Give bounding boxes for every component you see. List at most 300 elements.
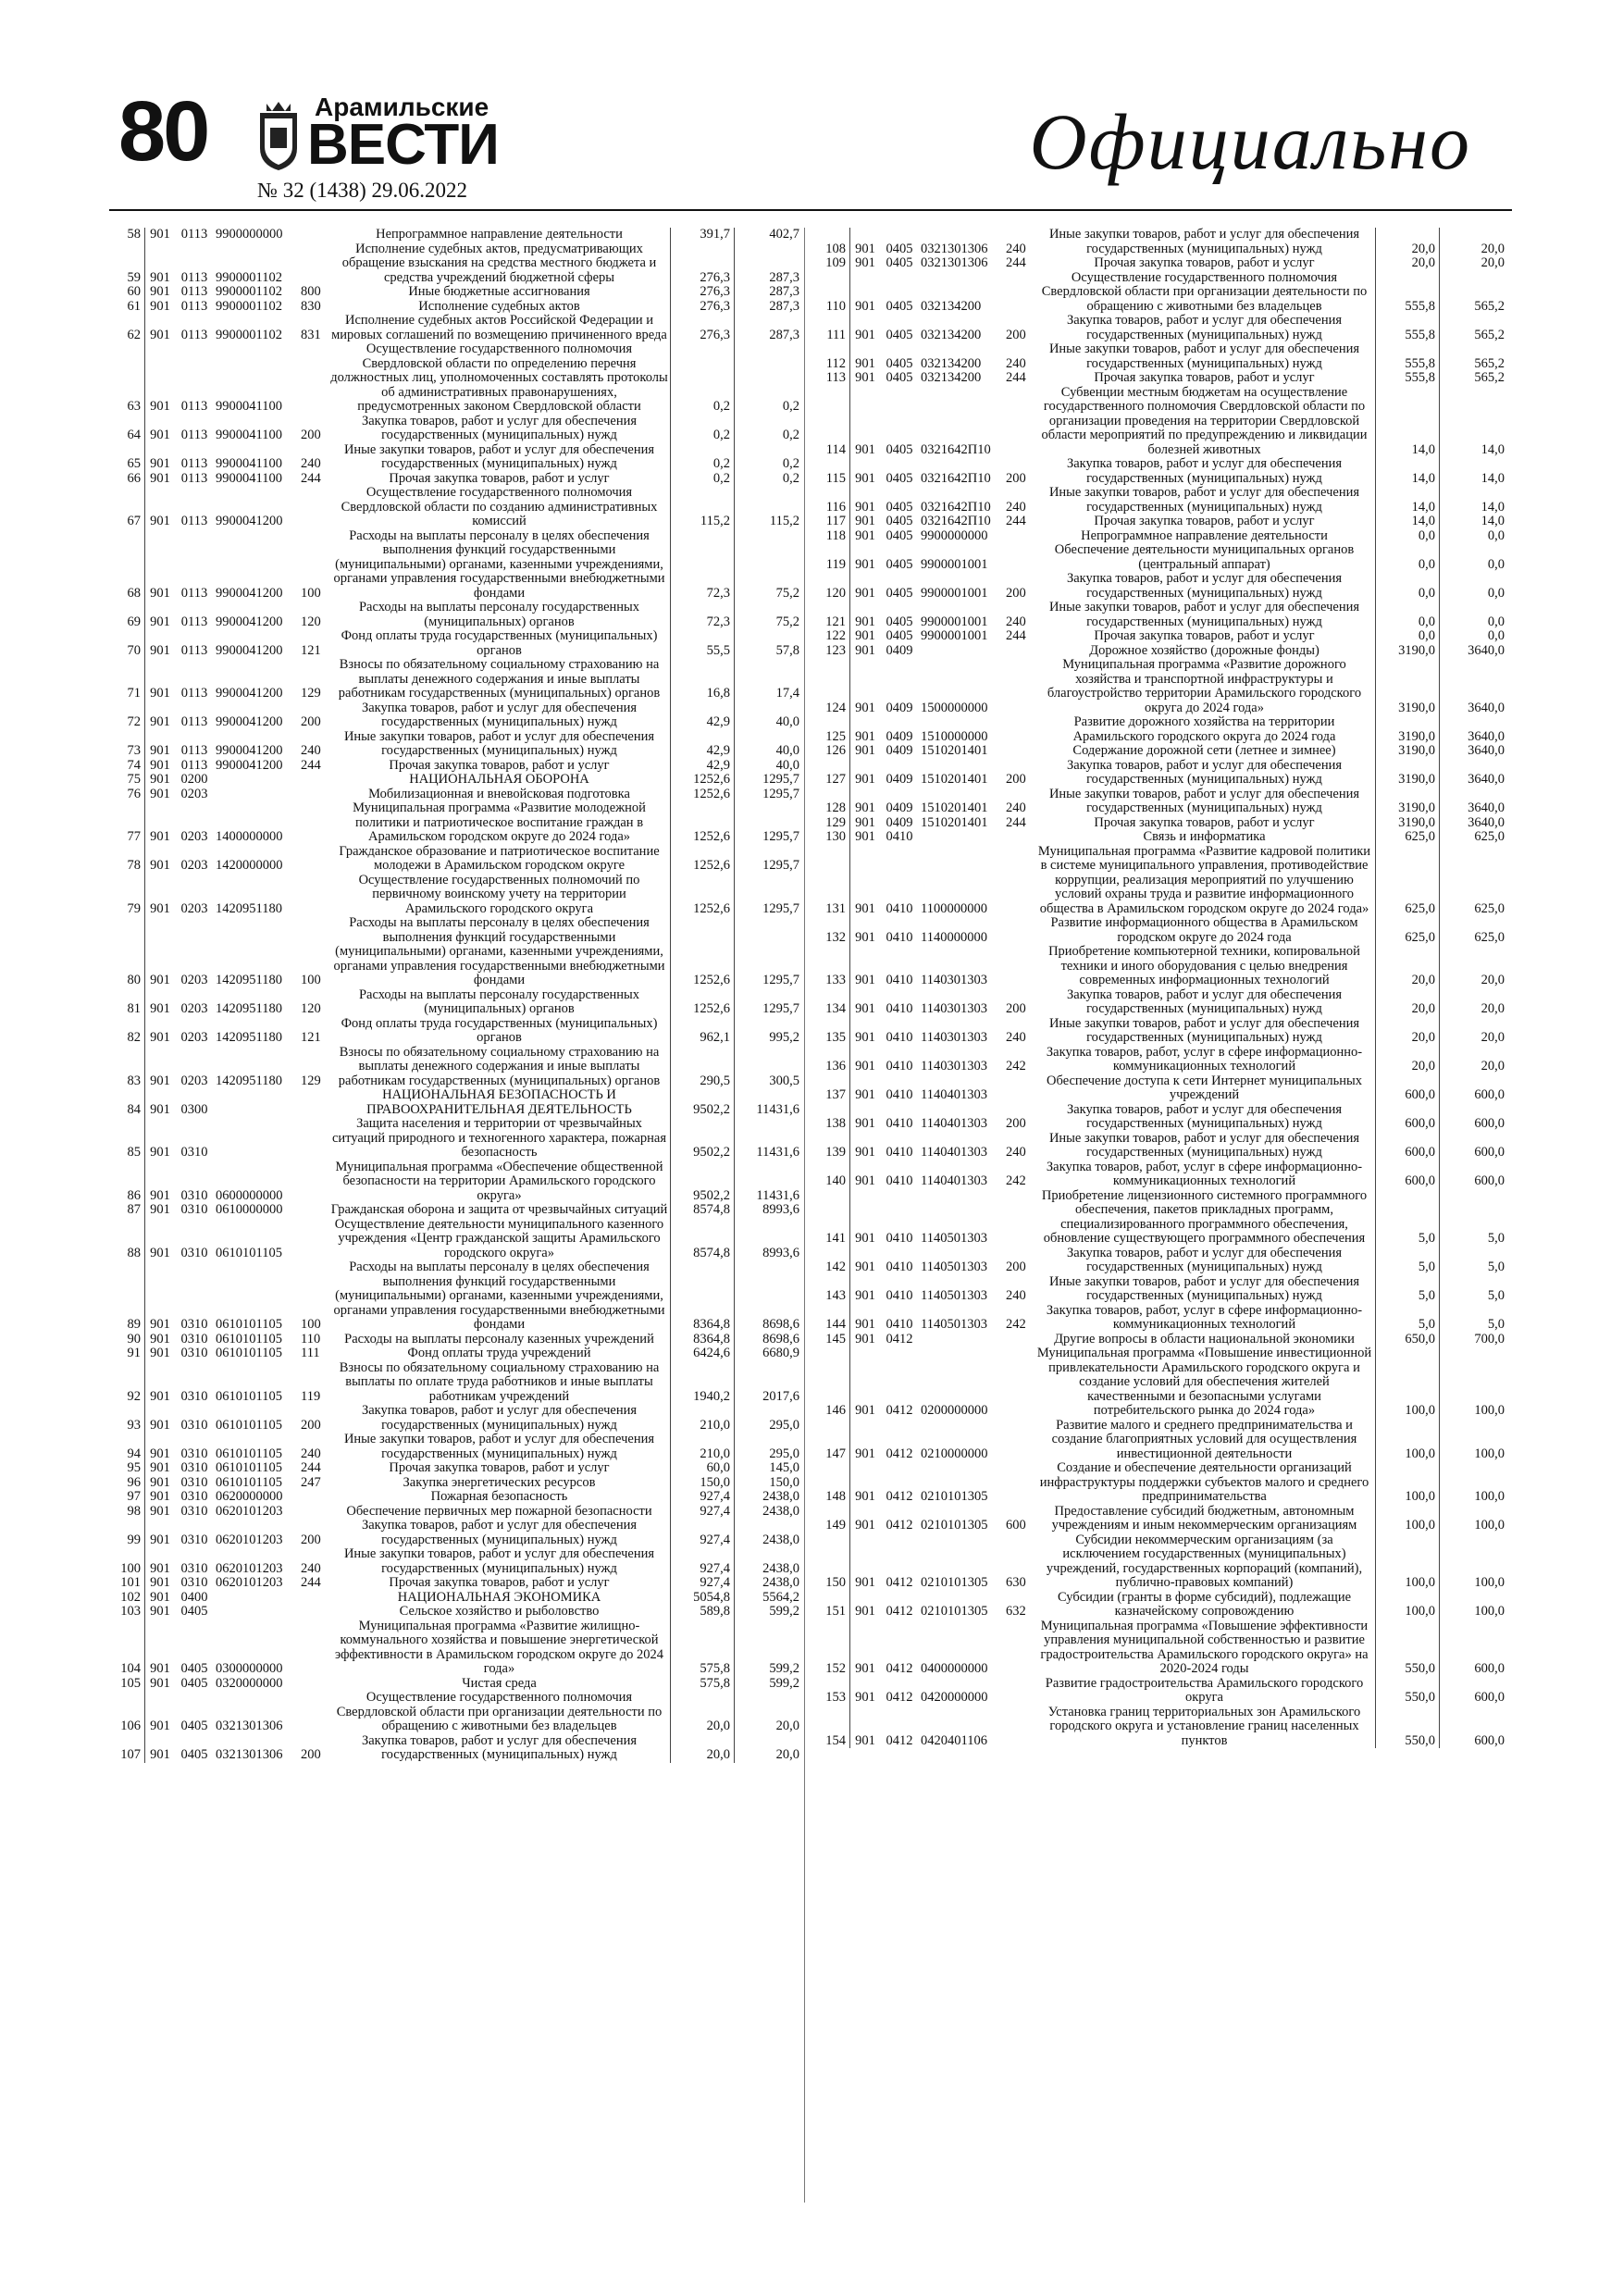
value-2024: 5,0 — [1440, 1189, 1509, 1247]
value-2024: 3640,0 — [1440, 788, 1509, 816]
item-name: Осуществление государственных полномочий по первичному воинскому учету на территории Арамильского городского округа — [358, 872, 640, 916]
value-2024: 3640,0 — [1440, 744, 1509, 759]
value-2024: 2438,0 — [735, 1576, 804, 1591]
value-2024: 3640,0 — [1440, 759, 1509, 788]
row-number: 146 — [820, 1347, 850, 1419]
target-article-code: 9900041200 — [216, 714, 283, 729]
grbs-code: 901 — [150, 428, 170, 442]
expense-type-code: 600 — [1006, 1518, 1026, 1533]
logo-title: ВЕСТИ — [307, 113, 499, 177]
value-2024: 0,0 — [1440, 543, 1509, 572]
grbs-code: 901 — [150, 900, 170, 916]
target-article-code: 1140301303 — [921, 1001, 987, 1016]
grbs-code: 901 — [150, 858, 170, 873]
table-row — [115, 242, 803, 286]
expense-type-code: 200 — [301, 714, 321, 729]
value-2023: 1252,6 — [671, 773, 735, 788]
target-article-code: 0620101203 — [216, 1560, 283, 1576]
value-2024: 14,0 — [1440, 515, 1509, 529]
item-name: Непрограммное направление деятельности — [376, 227, 623, 242]
section-code: 0405 — [886, 628, 913, 643]
table-row — [820, 1591, 1508, 1620]
value-2024: 0,2 — [735, 415, 804, 443]
item-name: Иные закупки товаров, работ и услуг для обеспечения государственных (муниципальных) нужд — [1048, 341, 1360, 371]
item-name: Расходы на выплаты персоналу в целях обеспечения выполнения функций государственными (муниципальными) органами, казенными учреждениями, органами управления государственными внебюджетными фондами — [333, 1260, 665, 1332]
table-row — [820, 543, 1508, 572]
item-name: Развитие дорожного хозяйства на территории Арамильского городского округа до 2024 года — [1072, 714, 1336, 744]
grbs-code: 901 — [150, 1589, 170, 1605]
target-article-code: 1140501303 — [921, 1260, 987, 1274]
value-2023: 20,0 — [1376, 945, 1440, 988]
target-article-code: 1140401303 — [921, 1173, 987, 1188]
value-2023: 276,3 — [671, 300, 735, 315]
target-article-code: 1420000000 — [216, 858, 283, 873]
value-2024: 0,2 — [735, 443, 804, 472]
grbs-code: 901 — [150, 1001, 170, 1016]
target-article-code — [919, 830, 1004, 845]
item-name: Взносы по обязательному социальному страхованию на выплаты денежного содержания и иные выплаты работникам государственных (муниципальных) органов — [338, 1044, 661, 1088]
section-code: 0203 — [180, 900, 208, 916]
value-2024: 0,0 — [1440, 629, 1509, 644]
expense-type-code — [1004, 1620, 1034, 1677]
value-2023: 927,4 — [671, 1505, 735, 1520]
row-number: 125 — [820, 715, 850, 744]
grbs-code: 901 — [855, 1661, 875, 1676]
row-number: 153 — [820, 1677, 850, 1706]
row-number: 113 — [820, 371, 850, 386]
table-row — [820, 1333, 1508, 1347]
section-code: 0200 — [180, 772, 208, 787]
item-name: Субвенции местным бюджетам на осуществление государственного полномочия Свердловской области по организации проведения на территории Свердловской области мероприятий по предупреждению и ликвидации болезней животных — [1041, 384, 1368, 457]
value-2023: 625,0 — [1376, 830, 1440, 845]
item-name: Иные закупки товаров, работ и услуг для обеспечения государственных (муниципальных) нужд — [343, 728, 655, 758]
row-number: 128 — [820, 788, 850, 816]
item-name: Иные закупки товаров, работ и услуг для обеспечения государственных (муниципальных) нужд — [1048, 1015, 1360, 1045]
item-name: Развитие градостроительства Арамильского городского округа — [1045, 1675, 1364, 1705]
table-row — [115, 1117, 803, 1160]
table-row — [820, 715, 1508, 744]
item-name: Закупка товаров, работ и услуг для обеспечения государственных (муниципальных) нужд — [1066, 757, 1343, 787]
item-name: Муниципальная программа «Развитие молодежной политики и патриотическое воспитание граждан в Арамильском городском округе до 2024 года» — [353, 800, 646, 844]
expense-type-code — [1004, 386, 1034, 458]
budget-table-left — [115, 228, 803, 1763]
expense-type-code — [299, 1218, 328, 1261]
value-2024: 0,0 — [1440, 529, 1509, 544]
section-code: 0113 — [180, 456, 208, 471]
row-number: 63 — [115, 342, 145, 415]
grbs-code: 901 — [855, 298, 875, 314]
value-2024: 100,0 — [1440, 1533, 1509, 1591]
target-article-code: 0610101105 — [216, 1317, 282, 1332]
header-rule — [109, 209, 1512, 211]
value-2024: 295,0 — [735, 1404, 804, 1433]
row-number: 150 — [820, 1533, 850, 1591]
expense-type-code — [299, 773, 328, 788]
row-number: 100 — [115, 1547, 145, 1576]
grbs-code: 901 — [855, 1001, 875, 1016]
table-row — [820, 486, 1508, 515]
row-number: 93 — [115, 1404, 145, 1433]
target-article-code: 9900000000 — [216, 227, 283, 242]
value-2024: 300,5 — [735, 1046, 804, 1089]
expense-type-code: 242 — [1006, 1059, 1026, 1074]
row-number: 103 — [115, 1605, 145, 1620]
target-article-code: 9900001102 — [216, 284, 282, 299]
grbs-code: 901 — [855, 441, 875, 457]
value-2024: 100,0 — [1440, 1505, 1509, 1533]
grbs-code: 901 — [150, 298, 170, 314]
item-name: Закупка товаров, работ и услуг для обеспечения государственных (муниципальных) нужд — [361, 413, 638, 442]
item-name: Закупка товаров, работ и услуг для обеспечения государственных (муниципальных) нужд — [361, 700, 638, 729]
item-name: Защита населения и территории от чрезвычайных ситуаций природного и техногенного характера, пожарная безопасность — [331, 1116, 667, 1160]
section-code: 0310 — [180, 1503, 208, 1519]
grbs-code: 901 — [855, 728, 875, 744]
target-article-code: 1510201401 — [921, 743, 988, 758]
grbs-code: 901 — [150, 772, 170, 787]
value-2024: 1295,7 — [735, 788, 804, 802]
table-row — [820, 1132, 1508, 1160]
section-code: 0405 — [886, 514, 913, 528]
grbs-code: 901 — [150, 284, 170, 299]
value-2024: 1295,7 — [735, 773, 804, 788]
row-number: 141 — [820, 1189, 850, 1247]
value-2024: 1295,7 — [735, 874, 804, 917]
value-2023: 276,3 — [671, 314, 735, 342]
target-article-code: 9900041200 — [216, 686, 283, 701]
grbs-code: 901 — [150, 1202, 170, 1217]
target-article-code: 1500000000 — [921, 700, 988, 715]
value-2024: 20,0 — [735, 1734, 804, 1763]
page-number: 80 — [118, 84, 208, 179]
value-2023: 3190,0 — [1376, 759, 1440, 788]
target-article-code: 0610000000 — [216, 1202, 283, 1217]
table-row — [820, 1706, 1508, 1749]
table-row — [820, 1189, 1508, 1247]
target-article-code: 0321642П10 — [921, 499, 991, 515]
grbs-code: 901 — [855, 929, 875, 945]
grbs-code: 901 — [855, 900, 875, 916]
row-number: 73 — [115, 730, 145, 759]
value-2023: 60,0 — [671, 1461, 735, 1476]
item-name: Предоставление субсидий бюджетным, автономным учреждениям и иным некоммерческим организациям — [1051, 1503, 1357, 1533]
section-code: 0203 — [180, 858, 208, 873]
grbs-code: 901 — [150, 1030, 170, 1045]
grbs-code: 901 — [855, 1604, 875, 1619]
grbs-code: 901 — [855, 1690, 875, 1705]
expense-type-code: 244 — [1006, 255, 1026, 270]
section-code: 0113 — [180, 399, 208, 414]
item-name: Иные закупки товаров, работ и услуг для обеспечения государственных (муниципальных) нужд — [1048, 600, 1360, 629]
table-row — [115, 1519, 803, 1547]
target-article-code: 0600000000 — [216, 1187, 283, 1203]
item-name: Приобретение компьютерной техники, копировальной техники и иного оборудования с целью внедрения современных информационных технологий — [1048, 944, 1360, 987]
section-code: 0203 — [180, 973, 208, 987]
value-2023: 3190,0 — [1376, 816, 1440, 831]
row-number: 130 — [820, 830, 850, 845]
expense-type-code — [299, 788, 328, 802]
item-name: Осуществление государственного полномочия Свердловской области при организации деятельности по обращению с животными без владельцев — [336, 1690, 663, 1733]
value-2023: 8364,8 — [671, 1260, 735, 1333]
grbs-code: 901 — [150, 614, 170, 629]
section-code: 0409 — [886, 700, 913, 715]
section-code: 0310 — [180, 1532, 208, 1547]
table-row — [115, 1404, 803, 1433]
expense-type-code — [299, 1605, 328, 1620]
row-number: 75 — [115, 773, 145, 788]
table-row — [115, 1347, 803, 1361]
section-code: 0410 — [886, 1173, 913, 1188]
grbs-code: 901 — [150, 1489, 170, 1504]
section-code: 0410 — [886, 929, 913, 945]
target-article-code: 9900001001 — [921, 628, 988, 643]
grbs-code: 901 — [855, 829, 875, 844]
value-2024: 3640,0 — [1440, 715, 1509, 744]
table-row — [820, 1505, 1508, 1533]
item-name: Муниципальная программа «Обеспечение общественной безопасности на территории Арамильского городского округа» — [335, 1159, 663, 1203]
value-2024: 20,0 — [1440, 256, 1509, 271]
row-number: 82 — [115, 1017, 145, 1046]
row-number: 152 — [820, 1620, 850, 1677]
section-code: 0412 — [886, 1446, 913, 1461]
row-number: 60 — [115, 285, 145, 300]
section-code: 0405 — [886, 614, 913, 629]
item-name: Иные закупки товаров, работ и услуг для обеспечения государственных (муниципальных) нужд — [343, 1432, 655, 1461]
item-name: Прочая закупка товаров, работ и услуг — [1094, 814, 1315, 830]
target-article-code: 1100000000 — [921, 900, 987, 916]
row-number: 96 — [115, 1476, 145, 1491]
section-code: 0412 — [886, 1331, 913, 1347]
table-row — [820, 1275, 1508, 1304]
row-number: 151 — [820, 1591, 850, 1620]
table-row — [820, 916, 1508, 945]
item-name: Осуществление деятельности муниципального казенного учреждения «Центр гражданской защиты Арамильского городского округа» — [334, 1216, 664, 1260]
grbs-code: 901 — [855, 1173, 875, 1188]
target-article-code: 1420951180 — [216, 973, 282, 987]
table-row — [820, 601, 1508, 629]
value-2023: 55,5 — [671, 629, 735, 658]
row-number: 65 — [115, 443, 145, 472]
expense-type-code: 100 — [301, 973, 321, 987]
expense-type-code — [299, 874, 328, 917]
section-code: 0113 — [180, 757, 208, 773]
grbs-code: 901 — [150, 1101, 170, 1117]
row-number: 59 — [115, 242, 145, 286]
row-number: 136 — [820, 1046, 850, 1074]
target-article-code: 0620101203 — [216, 1575, 283, 1590]
value-2023: 8364,8 — [671, 1333, 735, 1347]
section-code: 0310 — [180, 1460, 208, 1475]
value-2024: 11431,6 — [735, 1088, 804, 1117]
value-2023: 14,0 — [1376, 457, 1440, 486]
section-code: 0310 — [180, 1317, 208, 1332]
grbs-code: 901 — [855, 1446, 875, 1461]
table-row — [115, 701, 803, 730]
item-name: Закупка товаров, работ и услуг для обеспечения государственных (муниципальных) нужд — [1066, 1101, 1343, 1131]
row-number: 84 — [115, 1088, 145, 1117]
table-row — [820, 644, 1508, 659]
expense-type-code: 240 — [1006, 1145, 1026, 1160]
value-2024: 600,0 — [1440, 1706, 1509, 1749]
value-2024: 75,2 — [735, 529, 804, 602]
value-2023: 555,8 — [1376, 371, 1440, 386]
section-code: 0310 — [180, 1575, 208, 1590]
section-code: 0410 — [886, 1059, 913, 1074]
grbs-code: 901 — [855, 1732, 875, 1748]
grbs-code: 901 — [855, 628, 875, 643]
row-number: 117 — [820, 515, 850, 529]
section-code: 0412 — [886, 1489, 913, 1504]
grbs-code: 901 — [150, 399, 170, 414]
target-article-code: 0610101105 — [216, 1417, 282, 1433]
value-2024: 5564,2 — [735, 1591, 804, 1606]
item-name: Взносы по обязательному социальному страхованию на выплаты денежного содержания и иные выплаты работникам государственных (муниципальных) органов — [338, 657, 661, 701]
value-2023: 600,0 — [1376, 1103, 1440, 1132]
item-name: Исполнение судебных актов, предусматривающих обращение взыскания на средства местного бюджета и средства учреждений бюджетной сферы — [341, 241, 657, 285]
item-name: Иные закупки товаров, работ и услуг для обеспечения государственных (муниципальных) нужд — [1048, 1130, 1360, 1160]
value-2023: 3190,0 — [1376, 744, 1440, 759]
grbs-code: 901 — [855, 1288, 875, 1303]
left-column — [115, 228, 803, 1763]
value-2023: 8574,8 — [671, 1218, 735, 1261]
section-code: 0410 — [886, 1116, 913, 1131]
table-row — [820, 945, 1508, 988]
row-number: 120 — [820, 572, 850, 601]
section-code: 0410 — [886, 829, 913, 844]
value-2023: 625,0 — [1376, 916, 1440, 945]
value-2023: 100,0 — [1376, 1419, 1440, 1462]
grbs-code: 901 — [855, 814, 875, 830]
section-code: 0203 — [180, 1030, 208, 1045]
grbs-code: 901 — [150, 269, 170, 285]
value-2024: 1295,7 — [735, 988, 804, 1017]
target-article-code: 1140301303 — [921, 1059, 987, 1074]
section-code: 0412 — [886, 1575, 913, 1590]
target-article-code: 9900041100 — [216, 470, 282, 486]
section-code: 0410 — [886, 1087, 913, 1102]
item-name: Муниципальная программа «Повышение инвестиционной привлекательности Арамильского городского округа и создание условий для обеспечения жителей качественными и безопасными услугами потребительского рынка до 2024 года» — [1036, 1346, 1372, 1418]
target-article-code: 9900001001 — [921, 585, 988, 601]
section-code: 0113 — [180, 327, 208, 342]
item-name: Осуществление государственного полномочия Свердловской области по определению перечня должностных лиц, уполномоченных составлять протоколы об административных правонарушениях, предусмотренных законом Свердловской области — [330, 341, 668, 414]
item-name: Создание и обеспечение деятельности организаций инфраструктуры поддержки субъектов малого и среднего предпринимательства — [1039, 1460, 1369, 1504]
target-article-code: 1510201401 — [921, 800, 988, 815]
table-row — [820, 228, 1508, 256]
grbs-code: 901 — [855, 470, 875, 486]
expense-type-code — [1004, 830, 1034, 845]
section-code: 0203 — [180, 829, 208, 844]
row-number: 87 — [115, 1203, 145, 1218]
item-name: Иные закупки товаров, работ и услуг для обеспечения государственных (муниципальных) нужд — [1048, 1273, 1360, 1303]
value-2024: 57,8 — [735, 629, 804, 658]
expense-type-code: 244 — [1006, 628, 1026, 643]
expense-type-code — [1004, 744, 1034, 759]
table-row — [115, 988, 803, 1017]
expense-type-code: 200 — [1006, 327, 1026, 342]
value-2024: 5,0 — [1440, 1304, 1509, 1333]
expense-type-code: 240 — [301, 1560, 321, 1576]
table-row — [115, 529, 803, 602]
table-row — [820, 1074, 1508, 1103]
item-name: Закупка товаров, работ и услуг для обеспечения государственных (муниципальных) нужд — [1066, 1245, 1343, 1274]
expense-type-code — [299, 1691, 328, 1734]
section-code: 0405 — [886, 355, 913, 371]
grbs-code: 901 — [855, 499, 875, 515]
value-2024: 2438,0 — [735, 1547, 804, 1576]
value-2023: 0,0 — [1376, 572, 1440, 601]
section-code: 0310 — [180, 1417, 208, 1433]
expense-type-code: 200 — [301, 1747, 321, 1762]
item-name: НАЦИОНАЛЬНАЯ БЕЗОПАСНОСТЬ И ПРАВООХРАНИТЕЛЬНАЯ ДЕЯТЕЛЬНОСТЬ — [366, 1087, 632, 1117]
value-2023: 3190,0 — [1376, 788, 1440, 816]
table-row — [115, 285, 803, 300]
table-row — [820, 572, 1508, 601]
value-2023: 1252,6 — [671, 988, 735, 1017]
section-code: 0410 — [886, 1231, 913, 1246]
section-code: 0203 — [180, 1073, 208, 1088]
value-2024: 700,0 — [1440, 1333, 1509, 1347]
table-row — [820, 845, 1508, 917]
row-number: 83 — [115, 1046, 145, 1089]
value-2024: 0,2 — [735, 342, 804, 415]
item-name: НАЦИОНАЛЬНАЯ ЭКОНОМИКА — [397, 1589, 601, 1605]
item-name: Фонд оплаты труда государственных (муниципальных) органов — [341, 1015, 658, 1045]
row-number: 74 — [115, 759, 145, 774]
table-row — [115, 314, 803, 342]
expense-type-code: 632 — [1006, 1604, 1026, 1619]
table-row — [820, 744, 1508, 759]
value-2023: 962,1 — [671, 1017, 735, 1046]
target-article-code — [214, 773, 299, 788]
table-row — [115, 1203, 803, 1218]
row-number: 58 — [115, 228, 145, 242]
value-2023: 20,0 — [1376, 1017, 1440, 1046]
item-name: Гражданское образование и патриотическое воспитание молодежи в Арамильском городском округе — [339, 843, 660, 873]
target-article-code: 9900041200 — [216, 642, 283, 658]
section-code: 0203 — [180, 786, 208, 801]
row-number: 85 — [115, 1117, 145, 1160]
row-number: 110 — [820, 271, 850, 315]
item-name: Закупка энергетических ресурсов — [403, 1474, 596, 1490]
section-code: 0113 — [180, 714, 208, 729]
row-number: 64 — [115, 415, 145, 443]
item-name: Осуществление государственного полномочия Свердловской области по созданию административных комиссий — [341, 485, 658, 528]
item-name: Расходы на выплаты персоналу в целях обеспечения выполнения функций государственными (муниципальными) органами, казенными учреждениями, органами управления государственными внебюджетными фондами — [333, 527, 665, 601]
section-code: 0410 — [886, 1145, 913, 1160]
table-row — [820, 457, 1508, 486]
section-code: 0405 — [886, 255, 913, 270]
target-article-code: 0620101203 — [216, 1532, 283, 1547]
row-number: 98 — [115, 1505, 145, 1520]
item-name: Иные закупки товаров, работ и услуг для обеспечения государственных (муниципальных) нужд — [343, 441, 655, 471]
target-article-code — [214, 1117, 299, 1160]
item-name: Иные закупки товаров, работ и услуг для обеспечения государственных (муниципальных) нужд — [1048, 786, 1360, 815]
section-code: 0113 — [180, 269, 208, 285]
expense-type-code — [1004, 529, 1034, 544]
grbs-code: 901 — [855, 1518, 875, 1533]
value-2024: 565,2 — [1440, 371, 1509, 386]
item-name: Развитие информационного общества в Арамильском городском округе до 2024 года — [1050, 915, 1358, 945]
section-code: 0410 — [886, 973, 913, 987]
row-number: 99 — [115, 1519, 145, 1547]
grbs-code: 901 — [150, 1575, 170, 1590]
value-2023: 115,2 — [671, 486, 735, 529]
value-2023: 555,8 — [1376, 314, 1440, 342]
value-2023: 100,0 — [1376, 1591, 1440, 1620]
row-number: 78 — [115, 845, 145, 874]
item-name: Исполнение судебных актов Российской Федерации и мировых соглашений по возмещению причиненного вреда — [331, 313, 667, 342]
target-article-code: 1140501303 — [921, 1231, 987, 1246]
expense-type-code: 800 — [301, 284, 321, 299]
